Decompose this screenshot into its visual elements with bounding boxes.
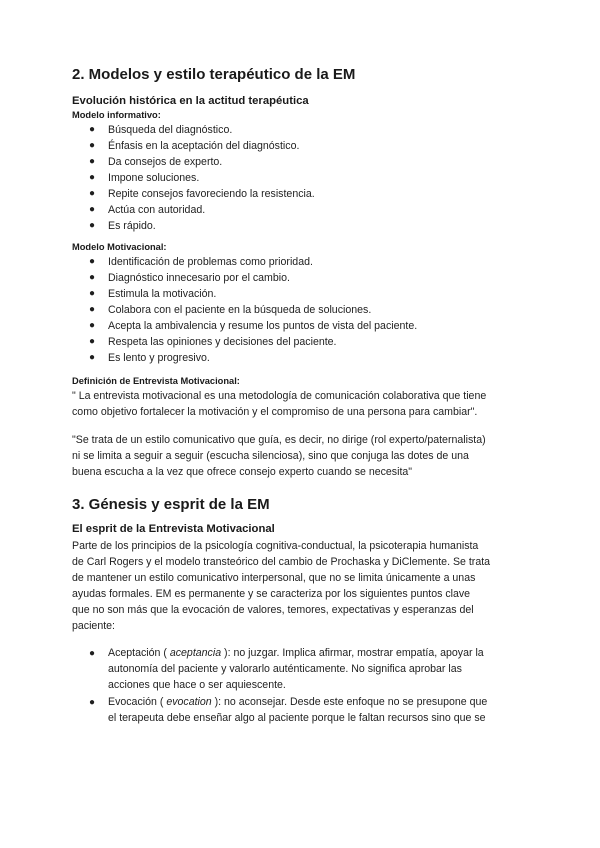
document-content bbox=[72, 66, 534, 729]
bullet-icon: ● bbox=[89, 272, 96, 283]
list-item: ● Es rápido. bbox=[89, 220, 156, 232]
list-item: ● Repite consejos favoreciendo la resistencia. bbox=[89, 188, 315, 200]
bullet-icon: ● bbox=[89, 124, 96, 135]
bullet-icon: ● bbox=[89, 304, 96, 315]
bullet-icon: ● bbox=[89, 288, 96, 299]
esprit-paragraph: Parte de los principios de la psicología cognitiva-conductual, la psicoterapia humanista de Carl Rogers y el modelo transteórico del cambio de Prochaska y DiClemente. Se trata de mantener un estilo comunicativo interpersonal, que no se limita únicamente a unas ayudas formales. EM es permanente y se caracteriza por los siguientes puntos clave que no son más que la evocación de valores, temores, expectativas y esperanzas del paciente: bbox=[72, 540, 491, 632]
list-item: ● Colabora con el paciente en la búsqueda de soluciones. bbox=[89, 304, 372, 316]
section-3-title: 3. Génesis y esprit de la EM bbox=[72, 496, 270, 513]
modelo-motivacional-list bbox=[72, 254, 534, 366]
list-item-evocacion: ● Evocación ( evocation ): no aconsejar. Desde este enfoque no se presupone que el terapeuta debe enseñar algo al paciente porque le faltan recursos sino que se bbox=[89, 696, 488, 725]
list-item: ● Búsqueda del diagnóstico. bbox=[89, 124, 233, 136]
list-item: ● Actúa con autoridad. bbox=[89, 204, 206, 216]
list-item: ● Diagnóstico innecesario por el cambio. bbox=[89, 272, 290, 284]
bullet-icon: ● bbox=[89, 220, 96, 231]
definition-quote-2: "Se trata de un estilo comunicativo que guía, es decir, no dirige (rol experto/paternalista) ni se limita a seguir a seguir (escucha silenciosa), sino que conjuga las dotes de una buena escucha a la vez que ofrece consejo experto cuando se necesita" bbox=[72, 434, 486, 478]
section-2-subtitle: Evolución histórica en la actitud terapéutica bbox=[72, 95, 309, 107]
bullet-icon: ● bbox=[89, 648, 96, 659]
bullet-icon: ● bbox=[89, 256, 96, 267]
bullet-icon: ● bbox=[89, 188, 96, 199]
list-item: ● Es lento y progresivo. bbox=[89, 352, 210, 364]
list-item: ● Da consejos de experto. bbox=[89, 156, 223, 168]
list-item: ● Identificación de problemas como prioridad. bbox=[89, 256, 313, 268]
definition-quote-1: " La entrevista motivacional es una metodología de comunicación colaborativa que tiene como objetivo fortalecer la motivación y el compromiso de una persona para cambiar". bbox=[72, 390, 487, 418]
modelo-motivacional-label: Modelo Motivacional: bbox=[72, 242, 167, 252]
esprit-points-list bbox=[72, 646, 534, 727]
section-3-subtitle: El esprit de la Entrevista Motivacional bbox=[72, 523, 275, 535]
section-2-title: 2. Modelos y estilo terapéutico de la EM bbox=[72, 66, 356, 83]
list-item: ● Acepta la ambivalencia y resume los puntos de vista del paciente. bbox=[89, 320, 418, 332]
bullet-icon: ● bbox=[89, 352, 96, 363]
bullet-icon: ● bbox=[89, 204, 96, 215]
bullet-icon: ● bbox=[89, 320, 96, 331]
bullet-icon: ● bbox=[89, 336, 96, 347]
list-item: ● Estimula la motivación. bbox=[89, 288, 217, 300]
list-item-aceptacion: ● Aceptación ( aceptancia ): no juzgar. Implica afirmar, mostrar empatía, apoyar la autonomía del paciente y valorarlo auténticamente. No significa aprobar las acciones que hace o ser aquiescente. bbox=[89, 647, 484, 691]
modelo-informativo-label: Modelo informativo: bbox=[72, 110, 161, 120]
definicion-label: Definición de Entrevista Motivacional: bbox=[72, 376, 240, 386]
bullet-icon: ● bbox=[89, 140, 96, 151]
modelo-informativo-list bbox=[72, 122, 534, 234]
bullet-icon: ● bbox=[89, 172, 96, 183]
list-item: ● Impone soluciones. bbox=[89, 172, 200, 184]
bullet-icon: ● bbox=[89, 697, 96, 709]
list-item: ● Énfasis en la aceptación del diagnóstico. bbox=[89, 140, 300, 152]
list-item: ● Respeta las opiniones y decisiones del paciente. bbox=[89, 336, 337, 348]
bullet-icon: ● bbox=[89, 156, 96, 167]
